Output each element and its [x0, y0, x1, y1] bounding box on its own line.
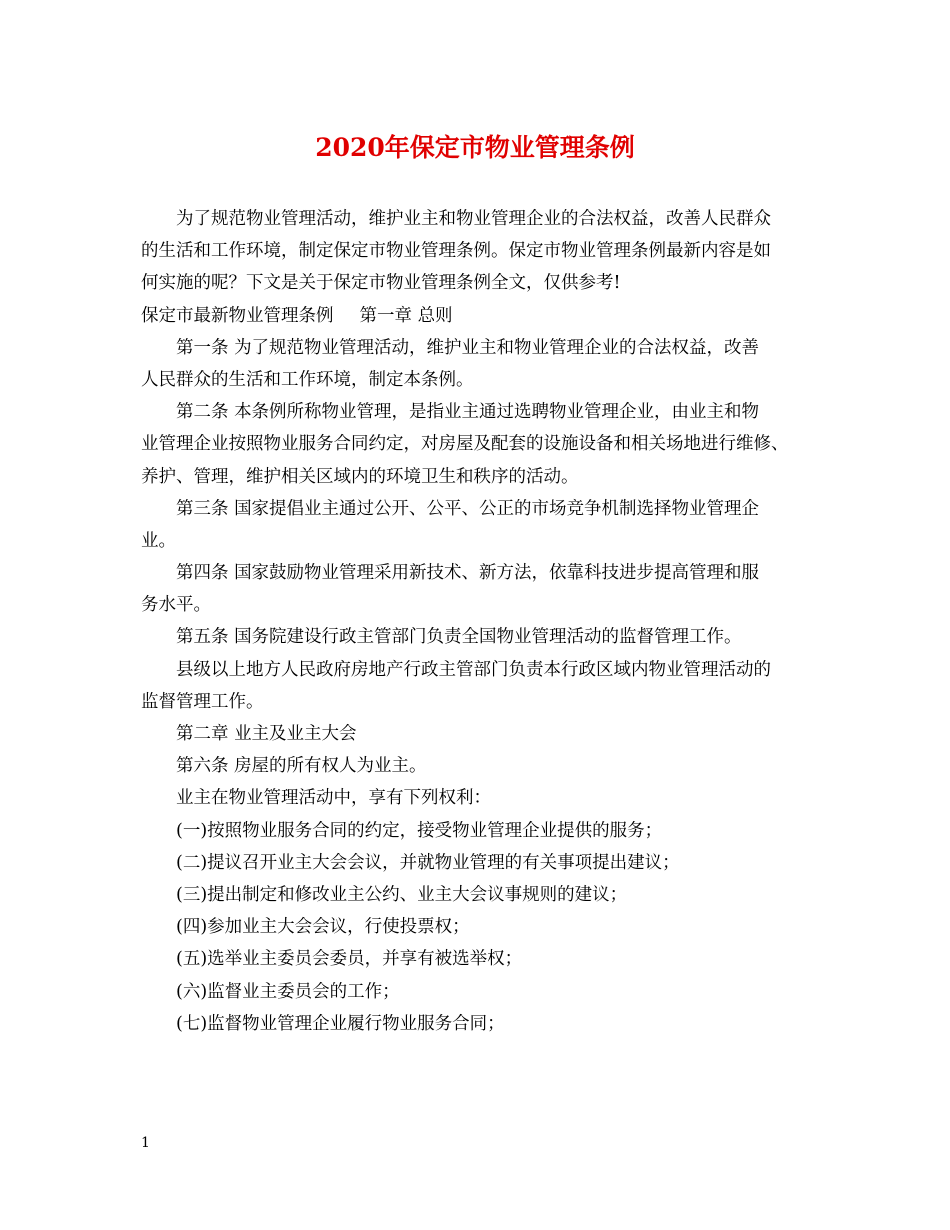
list-item: (七)监督物业管理企业履行物业服务合同； [176, 1013, 505, 1034]
document-title: 2020年保定市物业管理条例 [315, 133, 635, 162]
article-line: 人民群众的生活和工作环境，制定本条例。 [141, 369, 474, 390]
article-line: 第四条 国家鼓励物业管理采用新技术、新方法，依靠科技进步提高管理和服 [176, 563, 760, 584]
article-line: 业。 [141, 530, 176, 551]
chapter-heading-line: 第二章 业主及业主大会 [176, 724, 357, 744]
article-line: 县级以上地方人民政府房地产行政主管部门负责本行政区域内物业管理活动的 [176, 659, 771, 680]
article-line: 第一条 为了规范物业管理活动，维护业主和物业管理企业的合法权益，改善 [176, 337, 760, 358]
list-item: (六)监督业主委员会的工作； [176, 981, 400, 1002]
article-line: 第六条 房屋的所有权人为业主。 [176, 756, 427, 777]
article-line: 业主在物业管理活动中，享有下列权利： [176, 788, 491, 809]
article-line: 务水平。 [141, 595, 211, 616]
article-line: 第三条 国家提倡业主通过公开、公平、公正的市场竞争机制选择物业管理企 [176, 498, 760, 519]
paragraph-line: 何实施的呢？下文是关于保定市物业管理条例全文，仅供参考! [141, 273, 621, 294]
list-item: (二)提议召开业主大会会议，并就物业管理的有关事项提出建议； [176, 852, 680, 873]
document-body [141, 203, 817, 1040]
article-line: 第五条 国务院建设行政主管部门负责全国物业管理活动的监督管理工作。 [176, 627, 742, 648]
article-line: 业管理企业按照物业服务合同约定，对房屋及配套的设施设备和相关场地进行维修、 [141, 434, 789, 455]
article-line: 养护、管理，维护相关区域内的环境卫生和秩序的活动。 [141, 466, 579, 487]
list-item: (四)参加业主大会会议，行使投票权； [176, 917, 470, 938]
page-number: 1 [141, 1135, 150, 1151]
list-item: (一)按照物业服务合同的约定，接受物业管理企业提供的服务； [176, 820, 663, 841]
list-item: (三)提出制定和修改业主公约、业主大会议事规则的建议； [176, 884, 628, 905]
article-line: 第二条 本条例所称物业管理，是指业主通过选聘物业管理企业，由业主和物 [176, 402, 760, 423]
paragraph-line: 的生活和工作环境，制定保定市物业管理条例。保定市物业管理条例最新内容是如 [141, 241, 771, 262]
paragraph-line: 保定市最新物业管理条例 第一章 总则 [141, 305, 453, 326]
article-line: 监督管理工作。 [141, 691, 264, 712]
chapter-heading: 第一章 总则 [359, 305, 453, 326]
list-item: (五)选举业主委员会委员，并享有被选举权； [176, 949, 523, 970]
paragraph-line: 为了规范物业管理活动，维护业主和物业管理企业的合法权益，改善人民群众 [176, 209, 771, 229]
